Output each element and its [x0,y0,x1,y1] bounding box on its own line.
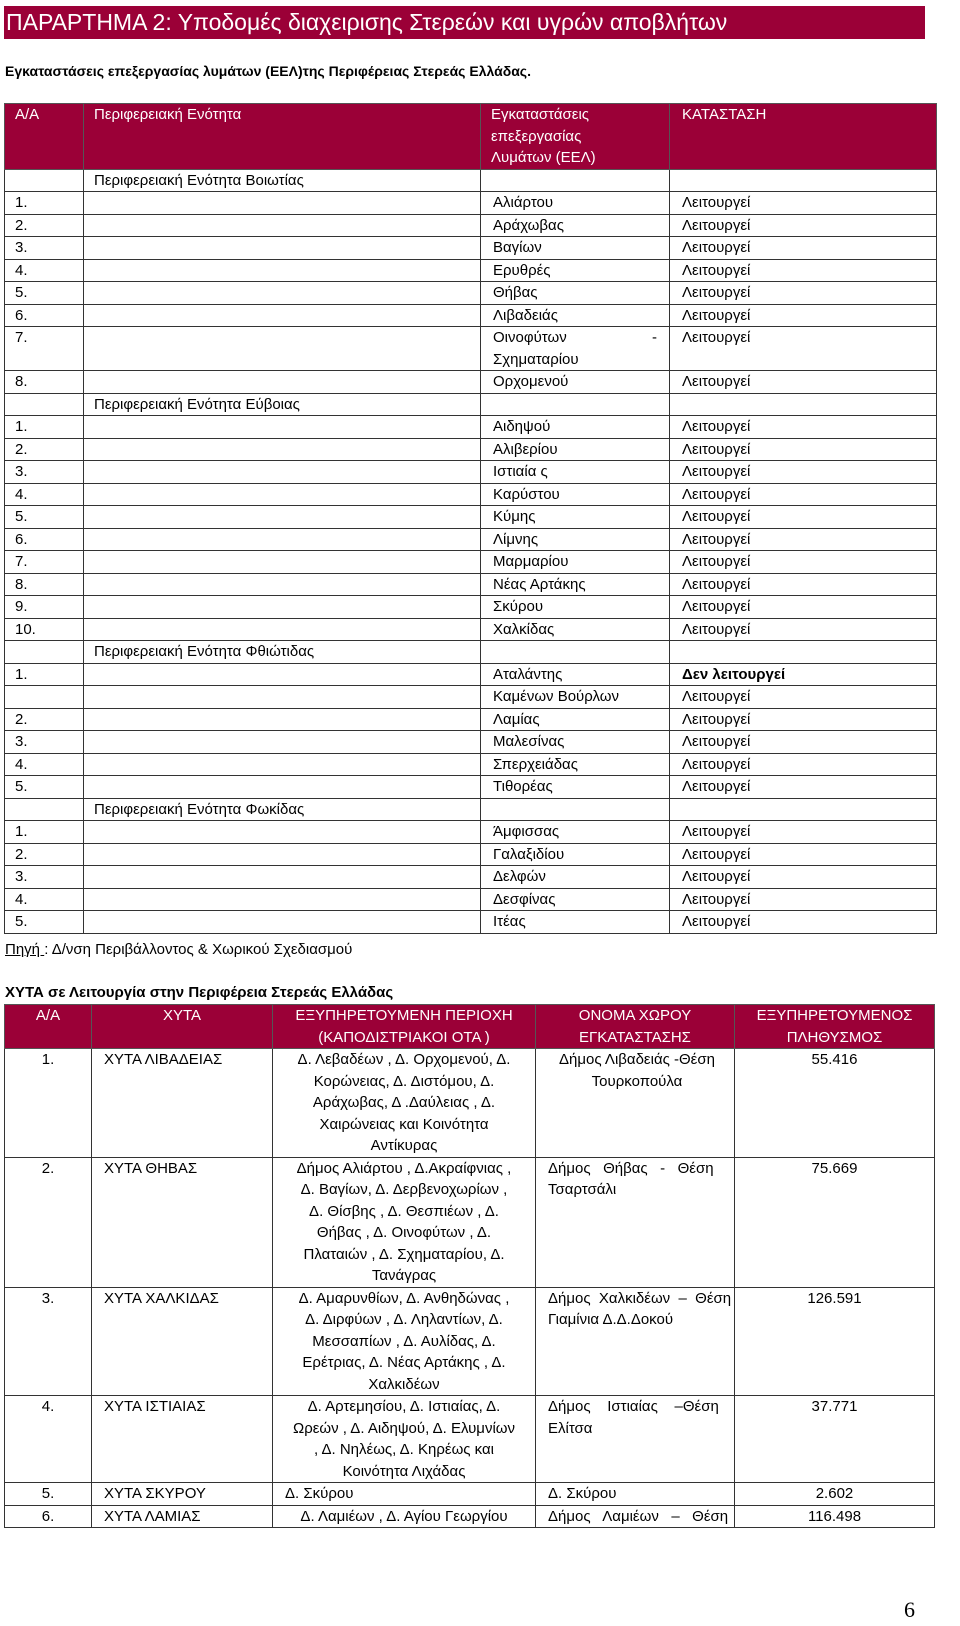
row-number: 5. [5,776,84,799]
status-value: Λειτουργεί [670,551,937,574]
served-area-line: Δ. Λεβαδέων , Δ. Ορχομενού, Δ. [297,1051,511,1068]
source-note [5,941,352,958]
row-number: 4. [5,888,84,911]
status-value: Λειτουργεί [670,888,937,911]
status-value: Λειτουργεί [670,483,937,506]
site-name-line: Ελίτσα [548,1419,593,1437]
site-name-line: Τσαρτσάλι [548,1181,617,1198]
table-row [5,528,937,551]
plant-name: Ιστιαία ς [481,461,670,484]
plant-name: Λαμίας [481,708,670,731]
site-name [536,1157,735,1287]
plant-name: Μαρμαρίου [481,551,670,574]
xyta-header-site-line: ΟΝΟΜΑ ΧΩΡΟΥ [578,1007,692,1024]
status-value: Λειτουργεί [670,461,937,484]
site-name [536,1287,735,1396]
served-area-line: , Δ. Νηλέως, Δ. Κηρέως και [313,1441,495,1458]
unit-cell [84,438,481,461]
unit-row-aa-cell [5,393,84,416]
row-number: 5. [5,506,84,529]
eel-header-aa: Α/Α [5,104,84,170]
status-value: Λειτουργεί [670,259,937,282]
unit-name: Περιφερειακή Ενότητα Φωκίδας [84,798,481,821]
population-value: 126.591 [735,1287,935,1396]
landfill-name: ΧΥΤΑ ΣΚΥΡΟΥ [92,1483,273,1506]
xyta-header-aa: Α/Α [5,1005,92,1049]
row-number: 4. [5,1396,92,1483]
plant-name: Άμφισσας [481,821,670,844]
plant-name: Καμένων Βούρλων [481,686,670,709]
eel-header-unit: Περιφερειακή Ενότητα [84,104,481,170]
unit-cell [84,551,481,574]
plant-name: Δεσφίνας [481,888,670,911]
unit-cell [84,282,481,305]
plant-name: Χαλκίδας [481,618,670,641]
unit-cell [84,237,481,260]
row-number: 3. [5,1287,92,1396]
unit-row-status-cell [670,798,937,821]
table-row [5,551,937,574]
row-number: 8. [5,371,84,394]
status-value: Λειτουργεί [670,327,937,371]
population-value: 2.602 [735,1483,935,1506]
served-area-line: Δ. Αρτεμησίου, Δ. Ιστιαίας, Δ. [307,1398,501,1415]
status-value: Λειτουργεί [670,686,937,709]
eel-header-row [5,104,937,170]
served-area [273,1483,536,1506]
status-value: Λειτουργεί [670,438,937,461]
plant-name [481,327,670,371]
unit-row-status-cell [670,641,937,664]
landfill-name: ΧΥΤΑ ΛΙΒΑΔΕΙΑΣ [92,1049,273,1158]
eel-header-plant-line: Λυμάτων (ΕΕΛ) [491,149,596,166]
table-row [5,911,937,934]
row-number: 7. [5,327,84,371]
unit-row [5,169,937,192]
status-value: Λειτουργεί [670,528,937,551]
table-row [5,686,937,709]
population-value: 37.771 [735,1396,935,1483]
site-name-line: Δ. Σκύρου [548,1485,617,1502]
unit-cell [84,371,481,394]
plant-name: Αλιάρτου [481,192,670,215]
xyta-header-area-line: (ΚΑΠΟΔΙΣΤΡΙΑΚΟΙ ΟΤΑ ) [318,1028,490,1046]
row-number: 8. [5,573,84,596]
row-number: 6. [5,304,84,327]
site-name-line: Δήμος Χαλκιδέων – Θέση [548,1289,732,1307]
status-value: Λειτουργεί [670,573,937,596]
unit-cell [84,192,481,215]
unit-cell [84,663,481,686]
served-area [273,1396,536,1483]
served-area [273,1157,536,1287]
table-row [5,304,937,327]
row-number: 9. [5,596,84,619]
row-number: 4. [5,259,84,282]
unit-cell [84,753,481,776]
site-name-line: Δήμος Λιβαδειάς -Θέση [559,1051,715,1068]
row-number: 3. [5,866,84,889]
table-row [5,282,937,305]
row-number: 1. [5,821,84,844]
status-value: Λειτουργεί [670,371,937,394]
row-number: 2. [5,438,84,461]
plant-name: Καρύστου [481,483,670,506]
served-area-line: Δήμος Αλιάρτου , Δ.Ακραίφνιας , [296,1159,512,1177]
unit-row [5,641,937,664]
source-label: Πηγή [5,941,45,958]
plant-name-dash: - [652,329,657,346]
unit-cell [84,821,481,844]
row-number: 6. [5,1505,92,1528]
row-number: 5. [5,282,84,305]
page-number: 6 [904,1597,915,1622]
status-value: Λειτουργεί [670,911,937,934]
eel-header-plant [481,104,670,170]
table-row [5,438,937,461]
served-area-line: Δ. Βαγίων, Δ. Δερβενοχωρίων , [300,1181,508,1198]
unit-cell [84,461,481,484]
served-area-line: Κορώνειας, Δ. Διστόμου, Δ. [313,1072,495,1090]
row-number: 1. [5,192,84,215]
unit-row-plant-cell [481,169,670,192]
row-number: 6. [5,528,84,551]
status-value: Λειτουργεί [670,416,937,439]
row-number: 4. [5,753,84,776]
served-area-line: Δ. Λαμιέων , Δ. Αγίου Γεωργίου [300,1507,508,1525]
row-number: 1. [5,1049,92,1158]
served-area-line: Μεσσαπίων , Δ. Αυλίδας, Δ. [312,1332,496,1350]
row-number: 3. [5,731,84,754]
unit-row [5,798,937,821]
table-row [5,483,937,506]
plant-name: Λιβαδειάς [481,304,670,327]
served-area-line: Αράχωβας, Δ .Δαύλειας , Δ. [312,1094,496,1111]
unit-name: Περιφερειακή Ενότητα Βοιωτίας [84,169,481,192]
site-name [536,1505,735,1528]
table-row [5,416,937,439]
status-value: Λειτουργεί [670,237,937,260]
table-row [5,888,937,911]
unit-cell [84,708,481,731]
table-row [5,618,937,641]
table-row [5,192,937,215]
plant-name: Ορχομενού [481,371,670,394]
unit-cell [84,866,481,889]
plant-name: Τιθορέας [481,776,670,799]
row-number: 5. [5,911,84,934]
unit-row-aa-cell [5,641,84,664]
xyta-header-site-line: ΕΓΚΑΤΑΣΤΑΣΗΣ [579,1028,691,1046]
plant-name-part: Οινοφύτων [493,329,567,346]
unit-cell [84,686,481,709]
status-value: Λειτουργεί [670,304,937,327]
unit-row-aa-cell [5,169,84,192]
unit-cell [84,731,481,754]
row-number: 2. [5,214,84,237]
site-name [536,1396,735,1483]
served-area-line: Δ. Θίσβης , Δ. Θεσπιέων , Δ. [309,1202,499,1220]
unit-row-aa-cell [5,798,84,821]
served-area-line: Πλαταιών , Δ. Σχηματαρίου, Δ. [303,1245,505,1263]
eel-table [4,103,937,934]
site-name-line: Δήμος Θήβας - Θέση [548,1159,714,1177]
status-value: Λειτουργεί [670,776,937,799]
row-number: 4. [5,483,84,506]
table-row [5,1287,935,1396]
table-row [5,866,937,889]
site-name [536,1049,735,1158]
table-row [5,731,937,754]
eel-section-title: Εγκαταστάσεις επεξεργασίας λυμάτων (ΕΕΛ)της Περιφέρειας Στερεάς Ελλάδας. [5,63,531,79]
row-number: 3. [5,461,84,484]
status-value: Λειτουργεί [670,192,937,215]
status-value: Λειτουργεί [670,731,937,754]
row-number: 10. [5,618,84,641]
status-value: Λειτουργεί [670,866,937,889]
served-area-line: Δ. Αμαρυνθίων, Δ. Ανθηδώνας , [298,1289,510,1307]
served-area [273,1049,536,1158]
unit-cell [84,214,481,237]
table-row [5,1396,935,1483]
row-number: 3. [5,237,84,260]
unit-row-status-cell [670,393,937,416]
served-area-line: Αντίκυρας [370,1137,438,1154]
unit-row-plant-cell [481,393,670,416]
row-number: 7. [5,551,84,574]
unit-cell [84,888,481,911]
site-name-line: Τουρκοπούλα [591,1072,683,1090]
plant-name: Νέας Αρτάκης [481,573,670,596]
unit-cell [84,304,481,327]
xyta-header-area [273,1005,536,1049]
table-row [5,1505,935,1528]
unit-name: Περιφερειακή Ενότητα Φθιώτιδας [84,641,481,664]
plant-name: Κύμης [481,506,670,529]
eel-header-plant-line: επεξεργασίας [491,127,582,145]
served-area-line: Δ. Διρφύων , Δ. Ληλαντίων, Δ. [305,1311,503,1328]
row-number: 2. [5,843,84,866]
table-row [5,596,937,619]
row-number: 1. [5,416,84,439]
unit-cell [84,259,481,282]
xyta-header-site [536,1005,735,1049]
xyta-table-body [5,1049,935,1528]
unit-cell [84,506,481,529]
unit-cell [84,618,481,641]
landfill-name: ΧΥΤΑ ΙΣΤΙΑΙΑΣ [92,1396,273,1483]
served-area-line: Ωρεών , Δ. Αιδηψού, Δ. Ελυμνίων [292,1419,515,1437]
table-row [5,753,937,776]
xyta-header-pop-line: ΕΞΥΠΗΡΕΤΟΥΜΕΝΟΣ [756,1007,913,1024]
eel-table-body [5,169,937,933]
unit-cell [84,573,481,596]
plant-name: Σπερχειάδας [481,753,670,776]
population-value: 116.498 [735,1505,935,1528]
unit-cell [84,776,481,799]
table-row [5,371,937,394]
unit-row [5,393,937,416]
landfill-name: ΧΥΤΑ ΧΑΛΚΙΔΑΣ [92,1287,273,1396]
unit-cell [84,327,481,371]
eel-header-status: ΚΑΤΑΣΤΑΣΗ [670,104,937,170]
landfill-name: ΧΥΤΑ ΛΑΜΙΑΣ [92,1505,273,1528]
unit-cell [84,483,481,506]
unit-cell [84,528,481,551]
unit-row-status-cell [670,169,937,192]
table-row [5,843,937,866]
population-value: 55.416 [735,1049,935,1158]
served-area-line: Κοινότητα Λιχάδας [342,1462,466,1480]
status-value: Λειτουργεί [670,282,937,305]
plant-name: Δελφών [481,866,670,889]
population-value: 75.669 [735,1157,935,1287]
xyta-header-row [5,1005,935,1049]
table-row [5,461,937,484]
served-area-line: Ερέτριας, Δ. Νέας Αρτάκης , Δ. [302,1354,506,1371]
plant-name: Λίμνης [481,528,670,551]
status-value: Λειτουργεί [670,753,937,776]
plant-name: Αράχωβας [481,214,670,237]
status-value: Λειτουργεί [670,618,937,641]
status-value: Λειτουργεί [670,708,937,731]
table-row [5,506,937,529]
source-text: : Δ/νση Περιβάλλοντος & Χωρικού Σχεδιασμού [44,941,353,958]
appendix-banner: ΠΑΡΑΡΤΗΜΑ 2: Υποδομές διαχειρισης Στερεών και υγρών αποβλήτων [4,6,925,39]
table-row [5,327,937,371]
served-area-line: Θήβας , Δ. Οινοφύτων , Δ. [316,1224,492,1241]
site-name [536,1483,735,1506]
plant-name: Αιδηψού [481,416,670,439]
plant-name-line [493,327,669,349]
site-name-line: Δήμος Λαμιέων – Θέση [548,1507,729,1525]
site-name-line: Δήμος Ιστιαίας –Θέση [548,1398,719,1415]
unit-cell [84,843,481,866]
plant-name: Αλιβερίου [481,438,670,461]
status-value: Λειτουργεί [670,843,937,866]
table-row [5,259,937,282]
plant-name: Γαλαξιδίου [481,843,670,866]
table-row [5,1049,935,1158]
status-value: Δεν λειτουργεί [670,663,937,686]
plant-name: Σκύρου [481,596,670,619]
xyta-header-pop [735,1005,935,1049]
table-row [5,708,937,731]
unit-cell [84,416,481,439]
unit-cell [84,911,481,934]
plant-name: Αταλάντης [481,663,670,686]
unit-name: Περιφερειακή Ενότητα Εύβοιας [84,393,481,416]
row-number: 2. [5,1157,92,1287]
table-row [5,663,937,686]
served-area-line: Δ. Σκύρου [285,1485,354,1502]
unit-row-plant-cell [481,798,670,821]
table-row [5,1483,935,1506]
plant-name-part: Σχηματαρίου [493,350,579,368]
status-value: Λειτουργεί [670,506,937,529]
unit-row-plant-cell [481,641,670,664]
table-row [5,237,937,260]
row-number: 5. [5,1483,92,1506]
xyta-header-name: ΧΥΤΑ [92,1005,273,1049]
table-row [5,214,937,237]
plant-name: Βαγίων [481,237,670,260]
row-number: 2. [5,708,84,731]
xyta-section-title: ΧΥΤΑ σε Λειτουργία στην Περιφέρεια Στερεάς Ελλάδας [5,984,394,1001]
table-row [5,821,937,844]
served-area-line: Χαιρώνειας και Κοινότητα [319,1115,489,1133]
plant-name: Ερυθρές [481,259,670,282]
plant-name: Μαλεσίνας [481,731,670,754]
served-area [273,1287,536,1396]
status-value: Λειτουργεί [670,821,937,844]
table-row [5,1157,935,1287]
served-area [273,1505,536,1528]
table-row [5,573,937,596]
status-value: Λειτουργεί [670,596,937,619]
table-row [5,776,937,799]
xyta-header-area-line: ΕΞΥΠΗΡΕΤΟΥΜΕΝΗ ΠΕΡΙΟΧΗ [295,1007,513,1024]
row-number [5,686,84,709]
status-value: Λειτουργεί [670,214,937,237]
site-name-line: Γιαμίνια Δ.Δ.Δοκού [548,1311,674,1328]
plant-name: Ιτέας [481,911,670,934]
xyta-table [4,1004,935,1528]
unit-cell [84,596,481,619]
row-number: 1. [5,663,84,686]
eel-header-plant-line: Εγκαταστάσεις [491,106,590,123]
xyta-header-pop-line: ΠΛΗΘΥΣΜΟΣ [786,1028,883,1046]
landfill-name: ΧΥΤΑ ΘΗΒΑΣ [92,1157,273,1287]
served-area-line: Τανάγρας [371,1267,437,1284]
served-area-line: Χαλκιδέων [368,1375,440,1393]
plant-name: Θήβας [481,282,670,305]
